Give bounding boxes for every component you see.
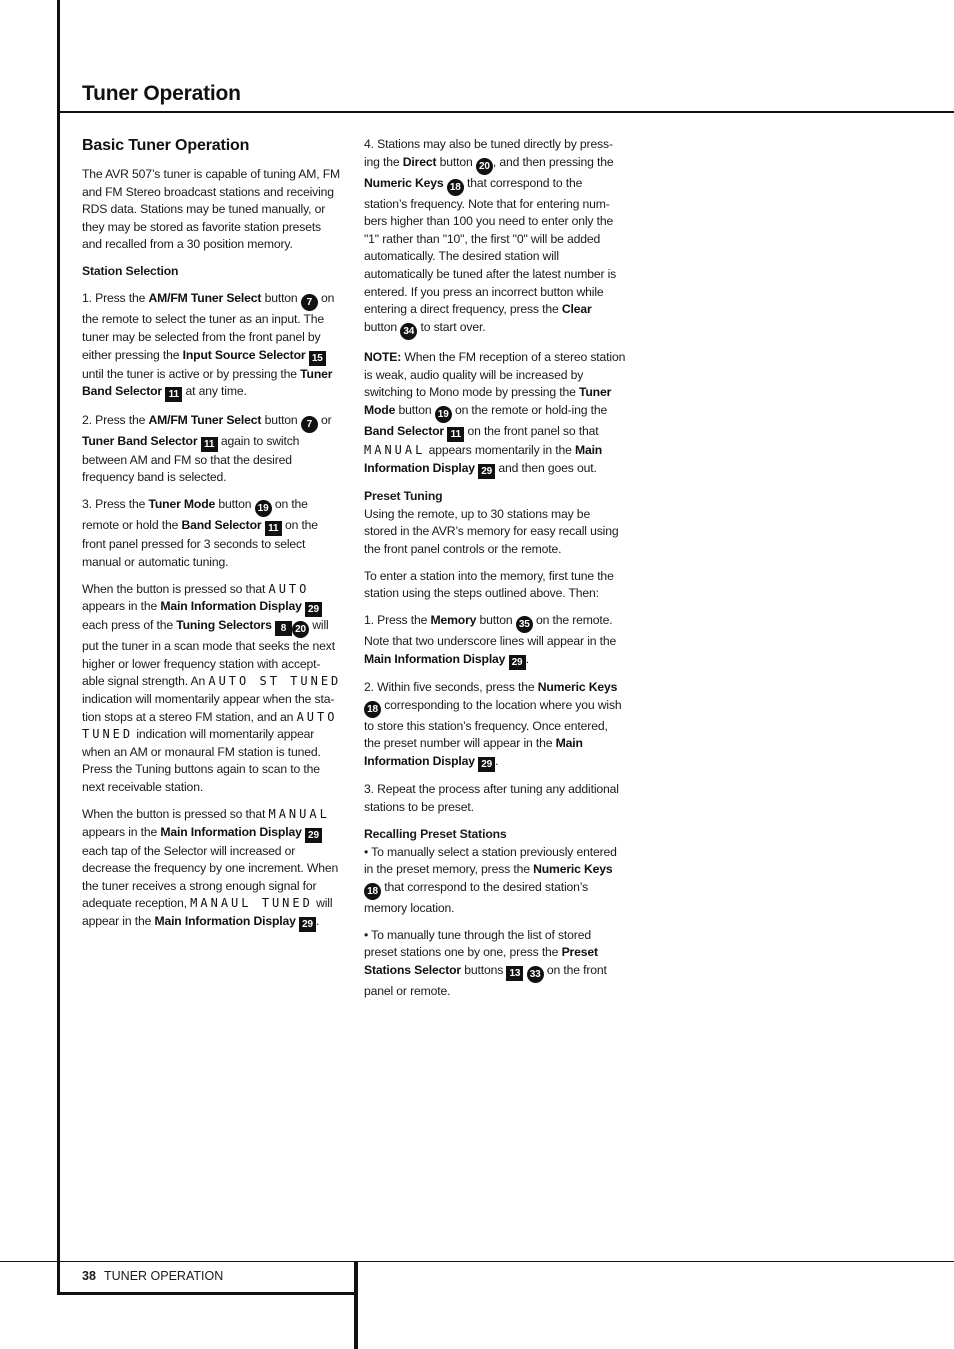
memory-step-2-paragraph: 2. Within five seconds, press the Numeric Keys 18 corresponding to the location where you wish to store this station’s frequency. Once entered, the preset number will appear in the Main Information Display 29 . [364,680,622,771]
footer-tab-divider [354,1261,358,1349]
recall-bullet-2: • To manually tune through the list of stored preset stations one by one, press the Preset Stations Selector buttons 13 33 on the front panel or remote. [364,927,607,998]
step-1-paragraph: 1. Press the AM/FM Tuner Select button 7 on the remote to select the tuner as an input. The tuner may be selected from the front panel by either pressing the Input Source Selector 15 until the tuner is active or by pressing the Tuner Band Selector 11 at any time. [82,291,335,401]
callout-18-icon: 18 [364,883,381,900]
lcd-manual-text: MANUAL [268,807,330,821]
manual-mode-paragraph: When the button is pressed so that MANUAL appears in the Main Information Display 29 each tap of the Selector will increased or decrease the frequency by one increment. When the tuner receives a strong enough signal for adequate reception, MANAUL TUNED will appear in the Main Information Display 29 . [82,807,339,930]
right-column [364,136,626,1010]
callout-7-icon: 7 [301,416,318,433]
lcd-auto-text: AUTO [268,581,310,596]
callout-19-icon: 19 [255,500,272,517]
callout-20-icon: 20 [292,621,309,638]
preset-enter-paragraph: To enter a station into the memory, first tune the station using the steps outlined above. Then: [364,568,614,601]
preset-tuning-heading: Preset Tuning [364,488,443,503]
lcd-manaul-tuned-text: MANAUL TUNED [190,896,313,911]
callout-29-icon: 29 [305,602,322,617]
step-4-paragraph: 4. Stations may also be tuned directly by press-ing the Direct button 20 , and then pressing the Numeric Keys 18 that correspond to the station’s frequency. Note that for entering num-bers higher than 100 you need to enter only the "1" rather than "10", the first "0" will be added automatically. The desired station will automatically be tuned after the latest number is entered. If you press an incorrect button while entering a direct frequency, press the Clear button 34 to start over. [364,136,626,340]
callout-11-icon: 11 [165,387,182,402]
callout-7-icon: 7 [301,294,318,311]
callout-11-icon: 11 [265,521,282,536]
callout-29-icon: 29 [478,464,495,479]
callout-33-icon: 33 [527,966,544,983]
station-selection-heading: Station Selection [82,264,179,279]
callout-29-icon: 29 [509,655,526,670]
step-3-paragraph: 3. Press the Tuner Mode button 19 on the remote or hold the Band Selector 11 on the front panel pressed for 3 seconds to select manual or automatic tuning. [82,497,318,569]
recall-bullet-1: • To manually select a station previously entered in the preset memory, press the Numeric Keys 18 that correspond to the desired station’s memory location. [364,844,617,915]
callout-29-icon: 29 [478,757,495,772]
callout-19-icon: 19 [435,406,452,423]
page-title: Tuner Operation [82,82,241,105]
intro-paragraph: The AVR 507’s tuner is capable of tuning AM, FM and FM Stereo broadcast stations and receiving RDS data. Stations may be tuned manually, or they may be stored as favorite station presets and recalled from a 30 position memory. [82,167,341,252]
lcd-auto-st-tuned-text: AUTO ST TUNED [208,674,342,689]
step-2-paragraph: 2. Press the AM/FM Tuner Select button 7 or Tuner Band Selector 11 again to switch between AM and FM so that the desired frequency band is selected. [82,412,332,485]
callout-18-icon: 18 [364,701,381,718]
recalling-presets-heading: Recalling Preset Stations [364,826,507,841]
callout-29-icon: 29 [305,828,322,843]
callout-15-icon: 15 [309,351,326,366]
callout-34-icon: 34 [400,323,417,340]
callout-20-icon: 20 [476,158,493,175]
callout-11-icon: 11 [201,437,218,452]
lcd-auto-tuned-text: AUTO TUNED [82,709,338,742]
note-paragraph: NOTE: When the FM reception of a stereo station is weak, audio quality will be increased by switching to Mono mode by pressing the Tuner Mode button 19 on the remote or hold-ing the Band Selector 11 on the front panel so that MANUAL appears momentarily in the Main Information Display 29 and then goes out. [364,350,626,477]
callout-18-icon: 18 [447,179,464,196]
memory-step-3-paragraph: 3. Repeat the process after tuning any additional stations to be preset. [364,782,619,814]
callout-8-icon: 8 [275,621,292,636]
section-title: Basic Tuner Operation [82,137,250,154]
callout-29-icon: 29 [299,917,316,932]
callout-11-icon: 11 [447,427,464,442]
footer-page-number: 38 [82,1269,96,1283]
header-rule [57,111,954,113]
footer-rule [0,1261,954,1262]
left-column [82,136,342,941]
auto-mode-paragraph: When the button is pressed so that AUTO appears in the Main Information Display 29 each press of the Tuning Selectors 8 20 will put the tuner in a scan mode that seeks the next higher or lower frequency station with accept-able signal strength. An AUTO ST TUNED indication will momentarily appear when the sta-tion stops at a stereo FM station, and an AUTO TUNED indication will momentarily appear when an AM or monaural FM station is tuned. Press the Tuning buttons again to scan to the next receivable station. [82,581,342,795]
callout-35-icon: 35 [516,616,533,633]
footer-tab-rule [57,1292,357,1295]
lcd-manual-text: MANUAL [364,442,426,457]
left-margin-rule [57,0,60,1294]
memory-step-1-paragraph: 1. Press the Memory button 35 on the remote. Note that two underscore lines will appear in the Main Information Display 29 . [364,613,617,668]
footer-section-label: TUNER OPERATION [104,1269,224,1283]
callout-13-icon: 13 [506,966,523,981]
preset-intro-paragraph: Using the remote, up to 30 stations may be stored in the AVR’s memory for easy recall using the front panel controls or the remote. [364,506,619,556]
